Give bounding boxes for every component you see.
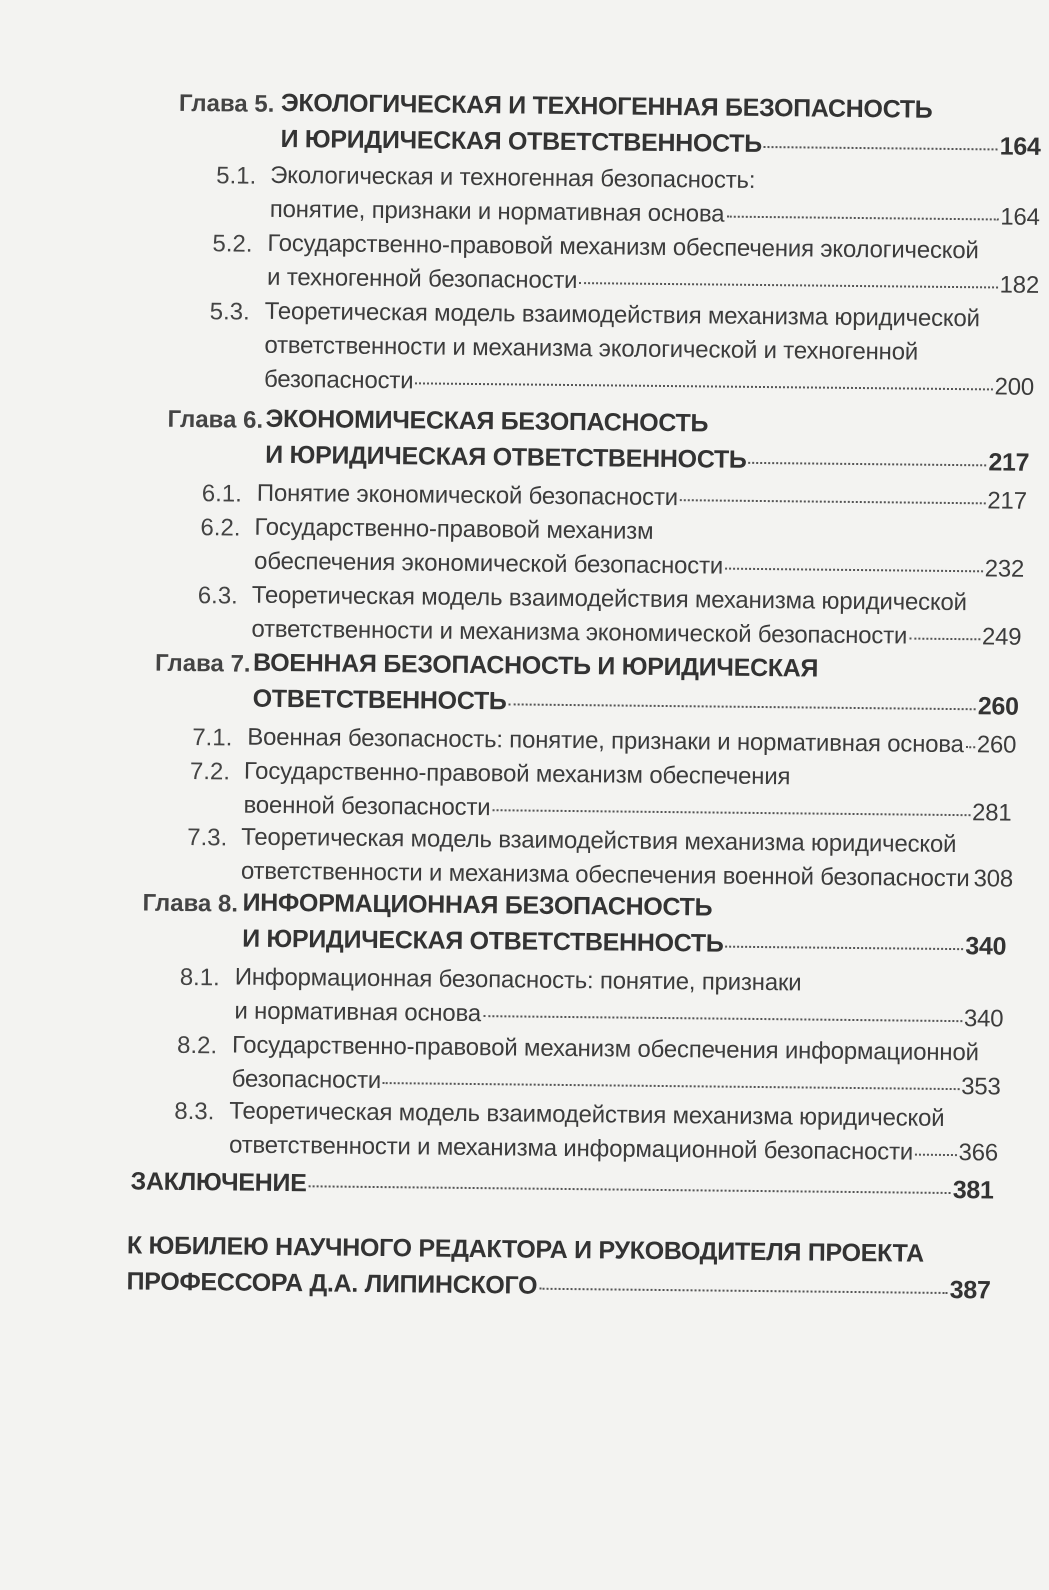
page-number: 217 — [987, 488, 1027, 513]
toc-title-line: понятие, признаки и нормативная основа — [270, 197, 725, 227]
toc-number: 6.1. — [202, 480, 242, 508]
page-number: 217 — [988, 450, 1029, 475]
toc-title-line: К ЮБИЛЕЮ НАУЧНОГО РЕДАКТОРА И РУКОВОДИТЕЛЯ ПРОЕКТА — [127, 1233, 924, 1266]
page-number: 164 — [1000, 204, 1040, 229]
toc-line-with-page — [126, 1269, 990, 1303]
toc-line-with-page — [253, 687, 1019, 720]
toc-title-line: Государственно-правовой механизм обеспечения — [244, 759, 791, 790]
toc-title-line: и нормативная основа — [234, 999, 481, 1027]
toc-number: 7.3. — [187, 824, 227, 852]
toc-line-with-page — [254, 549, 1024, 582]
dot-leader — [725, 945, 963, 950]
page-number: 200 — [994, 374, 1034, 399]
page-number: 340 — [965, 934, 1006, 959]
toc-number: Глава 7. — [155, 650, 251, 679]
toc-title-line: ответственности и механизма информационной безопасности — [229, 1132, 913, 1164]
toc-line-with-page — [267, 265, 1039, 298]
toc-title-line: Экологическая и техногенная безопасность: — [270, 163, 755, 193]
toc-number: 5.3. — [210, 298, 250, 326]
toc-title-line: Теоретическая модель взаимодействия механизма юридической — [241, 825, 956, 857]
toc-section — [0, 722, 1041, 733]
dot-leader — [764, 145, 998, 150]
toc-section — [0, 296, 1046, 307]
toc-title-line: обеспечения экономической безопасности — [254, 549, 723, 579]
toc-title-line: Государственно-правовой механизм — [254, 515, 653, 544]
toc-title-line: Теоретическая модель взаимодействия механизма юридической — [229, 1098, 944, 1130]
toc-section — [0, 1030, 1038, 1041]
toc-chapter — [0, 648, 1042, 659]
toc-line-with-page — [265, 443, 1029, 476]
toc-section — [0, 580, 1043, 591]
toc-chapter — [0, 1168, 1037, 1179]
dot-leader — [309, 1184, 951, 1194]
page-number: 387 — [950, 1278, 991, 1303]
toc-number: Глава 8. — [142, 890, 238, 919]
toc-title-line: Теоретическая модель взаимодействия механизма юридической — [252, 583, 967, 615]
page-number: 308 — [973, 866, 1013, 891]
dot-leader — [492, 808, 970, 816]
page-number: 281 — [972, 800, 1012, 825]
dot-leader — [483, 1014, 962, 1022]
toc-title-line: Теоретическая модель взаимодействия механизма юридической — [265, 299, 980, 331]
toc-title-line: Военная безопасность: понятие, признаки и нормативная основа — [247, 725, 964, 758]
toc-title-line: безопасности — [232, 1066, 382, 1093]
toc-number: Глава 5. — [179, 90, 275, 119]
page-number: 381 — [953, 1178, 994, 1203]
toc-number: 6.3. — [198, 582, 238, 610]
page-number: 232 — [985, 556, 1025, 581]
dot-leader — [726, 215, 998, 221]
toc-line-with-page — [229, 1132, 998, 1165]
toc-section — [0, 962, 1039, 973]
toc-title-line: ВОЕННАЯ БЕЗОПАСНОСТЬ И ЮРИДИЧЕСКАЯ — [253, 651, 818, 682]
dot-leader — [539, 1287, 948, 1294]
toc-title-line: Понятие экономической безопасности — [257, 481, 678, 510]
toc-chapter — [0, 88, 1048, 99]
toc-line-with-page — [251, 617, 1021, 650]
toc-title-line: ОТВЕТСТВЕННОСТЬ — [253, 687, 507, 715]
page-number: 260 — [977, 732, 1017, 757]
page-number: 340 — [964, 1006, 1004, 1031]
dot-leader — [725, 567, 983, 573]
dot-leader — [909, 637, 980, 641]
dot-leader — [415, 381, 992, 390]
toc-title-line: ответственности и механизма экономической безопасности — [251, 617, 907, 649]
toc-line-with-page — [242, 927, 1006, 960]
toc-section — [0, 756, 1041, 767]
page-number: 366 — [958, 1140, 998, 1165]
toc-number: 6.2. — [200, 514, 240, 542]
toc-title-line: ЭКОНОМИЧЕСКАЯ БЕЗОПАСНОСТЬ — [265, 407, 708, 437]
dot-leader — [680, 498, 985, 504]
toc-line-with-page — [130, 1169, 993, 1203]
dot-leader — [966, 745, 975, 748]
toc-number: 5.1. — [216, 162, 256, 190]
page-number: 260 — [978, 694, 1019, 719]
toc-section — [0, 228, 1047, 239]
toc-line-with-page — [264, 367, 1034, 400]
dot-leader — [749, 461, 987, 466]
toc-title-line: Государственно-правовой механизм обеспечения информационной — [232, 1032, 979, 1065]
toc-chapter — [0, 1232, 1036, 1243]
toc-line-with-page — [270, 197, 1040, 230]
toc-title-line: ЗАКЛЮЧЕНИЕ — [130, 1169, 306, 1196]
toc-line-with-page — [247, 725, 1016, 758]
page-number: 182 — [999, 272, 1039, 297]
toc-title-line: И ЮРИДИЧЕСКАЯ ОТВЕТСТВЕННОСТЬ — [265, 443, 747, 473]
toc-line-with-page — [243, 793, 1011, 826]
toc-line-with-page — [241, 859, 1009, 892]
toc-title-line: ответственности и механизма экологической и техногенной — [264, 333, 918, 365]
toc-title-line: И ЮРИДИЧЕСКАЯ ОТВЕТСТВЕННОСТЬ — [242, 927, 724, 957]
toc-title-line: и техногенной безопасности — [267, 265, 577, 293]
toc-number: 7.2. — [190, 758, 230, 786]
toc-section — [0, 512, 1044, 523]
toc-number: 5.2. — [212, 230, 252, 258]
toc-line-with-page — [234, 999, 1003, 1032]
toc-title-line: И ЮРИДИЧЕСКАЯ ОТВЕТСТВЕННОСТЬ — [280, 127, 762, 157]
toc-title-line: Информационная безопасность: понятие, признаки — [235, 965, 802, 996]
dot-leader — [509, 702, 976, 710]
toc-title-line: ответственности и механизма обеспечения военной безопасности — [241, 859, 970, 892]
toc-title-line: ИНФОРМАЦИОННАЯ БЕЗОПАСНОСТЬ — [242, 891, 712, 921]
toc-number: Глава 6. — [167, 406, 263, 435]
page-number: 164 — [1000, 134, 1041, 159]
toc-number: 7.1. — [192, 724, 232, 752]
toc-number: 8.2. — [177, 1032, 217, 1060]
toc-line-with-page — [257, 481, 1027, 514]
toc-title-line: военной безопасности — [243, 793, 490, 821]
page-number: 353 — [961, 1074, 1001, 1099]
toc-chapter — [0, 404, 1045, 415]
dot-leader — [383, 1081, 959, 1090]
dot-leader — [579, 281, 997, 288]
toc-title-line: ЭКОЛОГИЧЕСКАЯ И ТЕХНОГЕННАЯ БЕЗОПАСНОСТЬ — [281, 91, 933, 123]
dot-leader — [915, 1153, 956, 1156]
toc-number: 8.1. — [180, 964, 220, 992]
toc-line-with-page — [232, 1066, 1001, 1099]
toc-title-line: безопасности — [264, 367, 414, 394]
toc-title-line: ПРОФЕССОРА Д.А. ЛИПИНСКОГО — [126, 1269, 537, 1298]
page-number: 249 — [982, 624, 1022, 649]
toc-section — [0, 160, 1047, 171]
toc-section — [0, 478, 1044, 489]
toc-number: 8.3. — [174, 1098, 214, 1126]
toc-title-line: Государственно-правовой механизм обеспечения экологической — [267, 231, 978, 263]
toc-line-with-page — [280, 127, 1040, 160]
